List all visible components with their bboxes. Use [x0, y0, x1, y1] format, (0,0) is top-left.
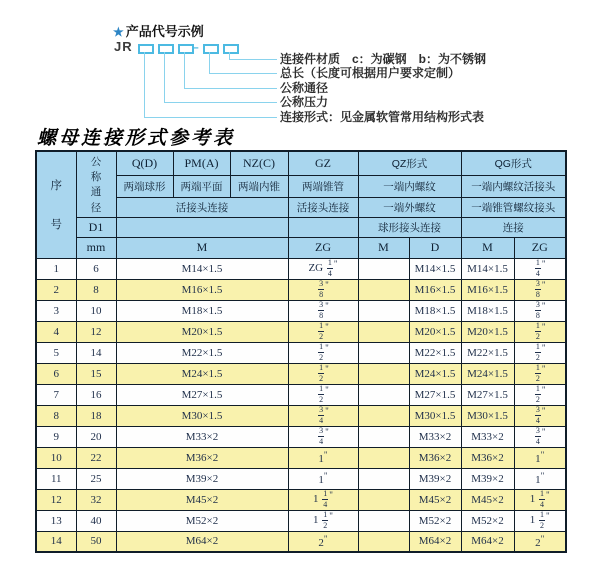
cell-qg-zg — [514, 426, 566, 447]
inch-mark: " — [541, 301, 546, 312]
fraction-numerator: 1 — [535, 363, 540, 373]
fraction — [535, 427, 541, 446]
fraction — [318, 280, 324, 299]
cell-qg-m: M36×2 — [461, 447, 514, 468]
inch-mark: " — [541, 406, 546, 417]
fraction-numerator: 3 — [319, 426, 324, 436]
fraction — [535, 301, 541, 320]
header-m-qg: M — [461, 237, 514, 258]
fraction-denominator: 4 — [319, 415, 324, 425]
cell-m-thread: M39×2 — [116, 468, 288, 489]
cell-qg-zg — [514, 405, 566, 426]
leader-vline-2 — [209, 52, 210, 73]
fraction — [535, 259, 541, 278]
cell-qg-m: M30×1.5 — [461, 405, 514, 426]
cell-qz-m — [358, 510, 409, 531]
diagram-label-connection: 连接形式：见金属软管常用结构形式表 — [280, 110, 485, 124]
diagram-title-text: 产品代号示例 — [125, 24, 204, 39]
header-nominal-diameter-text — [77, 153, 116, 215]
cell-serial: 11 — [36, 468, 76, 489]
fraction — [318, 301, 324, 320]
fraction-numerator: 3 — [535, 405, 540, 415]
header-nominal-diameter — [76, 151, 116, 217]
table-row — [36, 384, 566, 405]
cell-qg-zg — [514, 342, 566, 363]
cell-qz-m — [358, 447, 409, 468]
cell-qz-m — [358, 426, 409, 447]
header-ball-conn-qz: 球形接头连接 — [358, 217, 461, 237]
fraction — [318, 343, 324, 362]
fraction-numerator: 1 — [327, 258, 332, 268]
cell-qg-m: M24×1.5 — [461, 363, 514, 384]
cell-dn-mm: 8 — [76, 279, 116, 300]
vertical-char: 称 — [90, 171, 102, 184]
cell-dn-mm: 15 — [76, 363, 116, 384]
leader-vline-5 — [144, 52, 145, 117]
code-box-2 — [158, 44, 174, 54]
cell-qz-d: M52×2 — [409, 510, 461, 531]
fraction-denominator: 2 — [319, 352, 324, 362]
table-row — [36, 468, 566, 489]
fraction-denominator: 8 — [535, 289, 540, 299]
header-type-gz: 两端锥管 — [288, 175, 358, 197]
cell-dn-mm: 50 — [76, 531, 116, 552]
code-prefix: JR — [114, 39, 133, 54]
header-conn-qg: 连接 — [461, 217, 566, 237]
header-m-qz: M — [358, 237, 409, 258]
cell-qz-d: M64×2 — [409, 531, 461, 552]
fraction — [535, 280, 541, 299]
fraction — [535, 343, 541, 362]
cell-qz-d: M45×2 — [409, 489, 461, 510]
fraction-numerator: 1 — [535, 321, 540, 331]
inch-mark: " — [325, 385, 329, 396]
table-body — [36, 258, 566, 552]
cell-qz-m — [358, 468, 409, 489]
cell-qz-m — [358, 363, 409, 384]
cell-serial: 3 — [36, 300, 76, 321]
diagram-label-diameter: 公称通径 — [280, 81, 329, 95]
table-row — [36, 405, 566, 426]
cell-qz-d: M16×1.5 — [409, 279, 461, 300]
cell-qg-zg: 2" — [514, 531, 566, 552]
table-row — [36, 279, 566, 300]
fraction-numerator: 3 — [319, 279, 324, 289]
inch-mark: " — [325, 322, 329, 333]
inch-mark: " — [323, 471, 328, 481]
cell-m-thread: M24×1.5 — [116, 363, 288, 384]
fraction-numerator: 1 — [319, 342, 324, 352]
cell-qz-m — [358, 321, 409, 342]
table-header — [36, 151, 566, 258]
vertical-char: 公 — [90, 155, 102, 168]
vertical-char: 序 — [50, 180, 62, 193]
cell-qg-m: M64×2 — [461, 531, 514, 552]
cell-qg-m: M27×1.5 — [461, 384, 514, 405]
code-box-1 — [138, 44, 154, 54]
cell-qg-m: M18×1.5 — [461, 300, 514, 321]
header-group-nzc: NZ(C) — [230, 151, 288, 175]
cell-dn-mm: 25 — [76, 468, 116, 489]
cell-gz-zg: ZG $\frac{1}{4}$ " — [288, 258, 358, 279]
header-type-nzc: 两端内锥 — [230, 175, 288, 197]
fraction-numerator: 3 — [319, 300, 324, 310]
cell-qg-zg — [514, 321, 566, 342]
cell-qz-m — [358, 342, 409, 363]
cell-m-thread: M16×1.5 — [116, 279, 288, 300]
diagram-label-pressure: 公称压力 — [280, 95, 329, 109]
fraction-denominator: 4 — [327, 268, 332, 278]
inch-mark: " — [540, 450, 545, 460]
cell-m-thread: M64×2 — [116, 531, 288, 552]
header-row-2 — [36, 175, 566, 197]
cell-serial: 9 — [36, 426, 76, 447]
cell-qg-m: M16×1.5 — [461, 279, 514, 300]
cell-qg-zg — [514, 363, 566, 384]
header-serial-text — [37, 154, 76, 256]
fraction — [318, 406, 324, 425]
code-dash: – — [192, 40, 199, 54]
diagram-label-material: 连接件材质 c：为碳钢 b：为不锈钢 — [280, 52, 487, 66]
cell-m-thread: M45×2 — [116, 489, 288, 510]
cell-m-thread: M18×1.5 — [116, 300, 288, 321]
cell-qz-d: M18×1.5 — [409, 300, 461, 321]
fraction-numerator: 3 — [319, 405, 324, 415]
fraction-denominator: 2 — [540, 520, 545, 530]
fraction-denominator: 8 — [319, 289, 324, 299]
cell-qz-m — [358, 384, 409, 405]
cell-dn-mm: 10 — [76, 300, 116, 321]
fraction — [535, 406, 541, 425]
fraction-numerator: 1 — [535, 258, 540, 268]
cell-qg-m: M14×1.5 — [461, 258, 514, 279]
header-blank-gz — [288, 217, 358, 237]
table-row — [36, 363, 566, 384]
diagram-label-length: 总长（长度可根据用户要求定制） — [280, 66, 461, 80]
fraction-denominator: 4 — [323, 499, 328, 509]
cell-m-thread: M52×2 — [116, 510, 288, 531]
leader-vline-1 — [229, 52, 230, 59]
cell-dn-mm: 16 — [76, 384, 116, 405]
table-row — [36, 258, 566, 279]
table-row — [36, 321, 566, 342]
table-row — [36, 510, 566, 531]
header-conn-ext-qz: 一端外螺纹 — [358, 197, 461, 217]
inch-mark: " — [546, 511, 550, 522]
cell-m-thread: M27×1.5 — [116, 384, 288, 405]
cell-gz-zg: 1 $\frac{1}{4}$ " — [288, 489, 358, 510]
cell-qg-zg — [514, 258, 566, 279]
cell-m-thread: M22×1.5 — [116, 342, 288, 363]
vertical-char: 通 — [90, 186, 102, 199]
table-title: 螺母连接形式参考表 — [37, 127, 236, 149]
code-box-5 — [223, 44, 239, 54]
inch-mark: " — [329, 511, 333, 522]
header-m-main: M — [116, 237, 288, 258]
leader-vline-4 — [164, 52, 165, 102]
fraction — [318, 364, 324, 383]
cell-gz-zg — [288, 426, 358, 447]
header-blank-left — [116, 217, 288, 237]
cell-qz-d: M14×1.5 — [409, 258, 461, 279]
cell-qz-d: M20×1.5 — [409, 321, 461, 342]
cell-qg-m: M20×1.5 — [461, 321, 514, 342]
fraction-numerator: 1 — [319, 384, 324, 394]
fraction-numerator: 3 — [535, 300, 540, 310]
fraction — [535, 322, 541, 341]
cell-qg-zg — [514, 300, 566, 321]
cell-dn-mm: 22 — [76, 447, 116, 468]
header-row-3 — [36, 197, 566, 217]
cell-qz-m — [358, 279, 409, 300]
fraction-denominator: 8 — [535, 310, 540, 320]
header-group-qg: QG形式 — [461, 151, 566, 175]
inch-mark: " — [325, 427, 329, 438]
cell-qz-d: M30×1.5 — [409, 405, 461, 426]
header-conn-taper-qg: 一端锥管螺纹接头 — [461, 197, 566, 217]
header-row-4 — [36, 217, 566, 237]
header-conn-union-gz: 活接头连接 — [288, 197, 358, 217]
fraction — [322, 490, 328, 509]
fraction-numerator: 1 — [535, 384, 540, 394]
fraction — [539, 511, 545, 530]
header-d1: D1 — [76, 217, 116, 237]
cell-serial: 8 — [36, 405, 76, 426]
cell-serial: 1 — [36, 258, 76, 279]
cell-qg-m: M52×2 — [461, 510, 514, 531]
cell-qg-zg — [514, 384, 566, 405]
inch-mark: " — [329, 490, 333, 501]
cell-dn-mm: 20 — [76, 426, 116, 447]
leader-hline-1 — [229, 59, 277, 60]
header-type-qg: 一端内螺纹活接头 — [461, 175, 566, 197]
cell-qg-zg: 1 $\frac{1}{4}$ " — [514, 489, 566, 510]
header-zg-qg: ZG — [514, 237, 566, 258]
fraction-denominator: 2 — [535, 373, 540, 383]
star-icon: ★ — [113, 25, 124, 39]
inch-mark: " — [541, 259, 546, 270]
table-row — [36, 531, 566, 552]
cell-m-thread: M20×1.5 — [116, 321, 288, 342]
fraction-denominator: 4 — [535, 415, 540, 425]
cell-qz-m — [358, 300, 409, 321]
vertical-char: 号 — [50, 219, 62, 232]
leader-hline-5 — [144, 117, 277, 118]
cell-qz-d: M39×2 — [409, 468, 461, 489]
cell-serial: 13 — [36, 510, 76, 531]
cell-qz-m — [358, 531, 409, 552]
cell-qg-zg: 1" — [514, 468, 566, 489]
cell-m-thread: M30×1.5 — [116, 405, 288, 426]
leader-hline-2 — [209, 73, 277, 74]
fraction-numerator: 1 — [323, 510, 328, 520]
fraction-denominator: 2 — [535, 394, 540, 404]
cell-dn-mm: 18 — [76, 405, 116, 426]
fraction-numerator: 1 — [540, 489, 545, 499]
inch-mark: " — [541, 280, 546, 291]
fraction — [535, 364, 541, 383]
cell-qz-d: M27×1.5 — [409, 384, 461, 405]
fraction-numerator: 1 — [319, 321, 324, 331]
table-row — [36, 342, 566, 363]
fraction — [318, 385, 324, 404]
table-row — [36, 489, 566, 510]
cell-gz-zg: 1" — [288, 468, 358, 489]
inch-mark: " — [541, 343, 546, 354]
header-d-qz: D — [409, 237, 461, 258]
cell-gz-zg — [288, 279, 358, 300]
fraction-denominator: 2 — [319, 373, 324, 383]
nut-connection-table — [35, 150, 567, 553]
inch-mark: " — [540, 471, 545, 481]
fraction-numerator: 3 — [535, 279, 540, 289]
inch-mark: " — [323, 533, 328, 544]
inch-mark: " — [333, 259, 338, 270]
header-group-pma: PM(A) — [173, 151, 230, 175]
fraction — [318, 427, 324, 446]
cell-m-thread: M33×2 — [116, 426, 288, 447]
fraction-numerator: 1 — [540, 510, 545, 520]
header-type-qd: 两端球形 — [116, 175, 173, 197]
fraction — [327, 259, 333, 278]
header-type-qz: 一端内螺纹 — [358, 175, 461, 197]
cell-gz-zg — [288, 405, 358, 426]
cell-qg-zg — [514, 279, 566, 300]
cell-dn-mm: 12 — [76, 321, 116, 342]
fraction-denominator: 2 — [535, 331, 540, 341]
fraction-numerator: 3 — [535, 426, 540, 436]
cell-dn-mm: 6 — [76, 258, 116, 279]
cell-qg-zg: 1" — [514, 447, 566, 468]
fraction-denominator: 4 — [535, 268, 540, 278]
fraction — [539, 490, 545, 509]
inch-mark: " — [325, 301, 329, 312]
table-row — [36, 300, 566, 321]
cell-qz-d: M36×2 — [409, 447, 461, 468]
cell-dn-mm: 32 — [76, 489, 116, 510]
cell-serial: 7 — [36, 384, 76, 405]
header-row-5 — [36, 237, 566, 258]
cell-dn-mm: 40 — [76, 510, 116, 531]
cell-qz-m — [358, 489, 409, 510]
inch-mark: " — [325, 406, 329, 417]
diagram-title — [113, 21, 204, 40]
cell-serial: 12 — [36, 489, 76, 510]
cell-serial: 4 — [36, 321, 76, 342]
cell-m-thread: M36×2 — [116, 447, 288, 468]
header-conn-union: 活接头连接 — [116, 197, 288, 217]
inch-mark: " — [541, 322, 546, 333]
inch-mark: " — [540, 533, 545, 544]
cell-gz-zg — [288, 342, 358, 363]
cell-qz-m — [358, 405, 409, 426]
cell-dn-mm: 14 — [76, 342, 116, 363]
fraction-numerator: 1 — [535, 342, 540, 352]
fraction-denominator: 4 — [540, 499, 545, 509]
inch-mark: " — [323, 450, 328, 460]
leader-hline-3 — [184, 88, 277, 89]
cell-gz-zg: 2" — [288, 531, 358, 552]
cell-gz-zg — [288, 300, 358, 321]
cell-gz-zg — [288, 321, 358, 342]
cell-serial: 14 — [36, 531, 76, 552]
cell-serial: 6 — [36, 363, 76, 384]
inch-mark: " — [546, 490, 550, 501]
header-row-1 — [36, 151, 566, 175]
table-row — [36, 426, 566, 447]
code-box-4 — [203, 44, 219, 54]
fraction-numerator: 1 — [323, 489, 328, 499]
cell-gz-zg: 1" — [288, 447, 358, 468]
fraction-numerator: 1 — [319, 363, 324, 373]
cell-gz-zg: 1 $\frac{1}{2}$ " — [288, 510, 358, 531]
cell-m-thread: M14×1.5 — [116, 258, 288, 279]
cell-qz-d: M24×1.5 — [409, 363, 461, 384]
leader-vline-3 — [184, 52, 185, 88]
header-group-qz: QZ形式 — [358, 151, 461, 175]
inch-mark: " — [325, 280, 329, 291]
inch-mark: " — [325, 364, 329, 375]
fraction-denominator: 2 — [323, 520, 328, 530]
header-type-pma: 两端平面 — [173, 175, 230, 197]
inch-mark: " — [541, 364, 546, 375]
header-group-gz: GZ — [288, 151, 358, 175]
header-group-qd: Q(D) — [116, 151, 173, 175]
inch-mark: " — [325, 343, 329, 354]
header-zg-gz: ZG — [288, 237, 358, 258]
cell-qg-m: M22×1.5 — [461, 342, 514, 363]
fraction-denominator: 4 — [535, 436, 540, 446]
fraction-denominator: 2 — [319, 331, 324, 341]
fraction — [322, 511, 328, 530]
fraction-denominator: 4 — [319, 436, 324, 446]
cell-qz-d: M22×1.5 — [409, 342, 461, 363]
fraction-denominator: 8 — [319, 310, 324, 320]
cell-serial: 5 — [36, 342, 76, 363]
cell-qz-m — [358, 258, 409, 279]
fraction — [535, 385, 541, 404]
fraction — [318, 322, 324, 341]
header-mm: mm — [76, 237, 116, 258]
cell-qg-m: M33×2 — [461, 426, 514, 447]
cell-serial: 10 — [36, 447, 76, 468]
inch-mark: " — [541, 427, 546, 438]
header-serial — [36, 151, 76, 258]
fraction-denominator: 2 — [319, 394, 324, 404]
cell-qg-m: M39×2 — [461, 468, 514, 489]
inch-mark: " — [541, 385, 546, 396]
cell-qg-m: M45×2 — [461, 489, 514, 510]
cell-qz-d: M33×2 — [409, 426, 461, 447]
cell-gz-zg — [288, 363, 358, 384]
leader-hline-4 — [164, 102, 277, 103]
cell-serial: 2 — [36, 279, 76, 300]
cell-qg-zg: 1 $\frac{1}{2}$ " — [514, 510, 566, 531]
table-row — [36, 447, 566, 468]
cell-gz-zg — [288, 384, 358, 405]
vertical-char: 径 — [90, 201, 102, 214]
fraction-denominator: 2 — [535, 352, 540, 362]
